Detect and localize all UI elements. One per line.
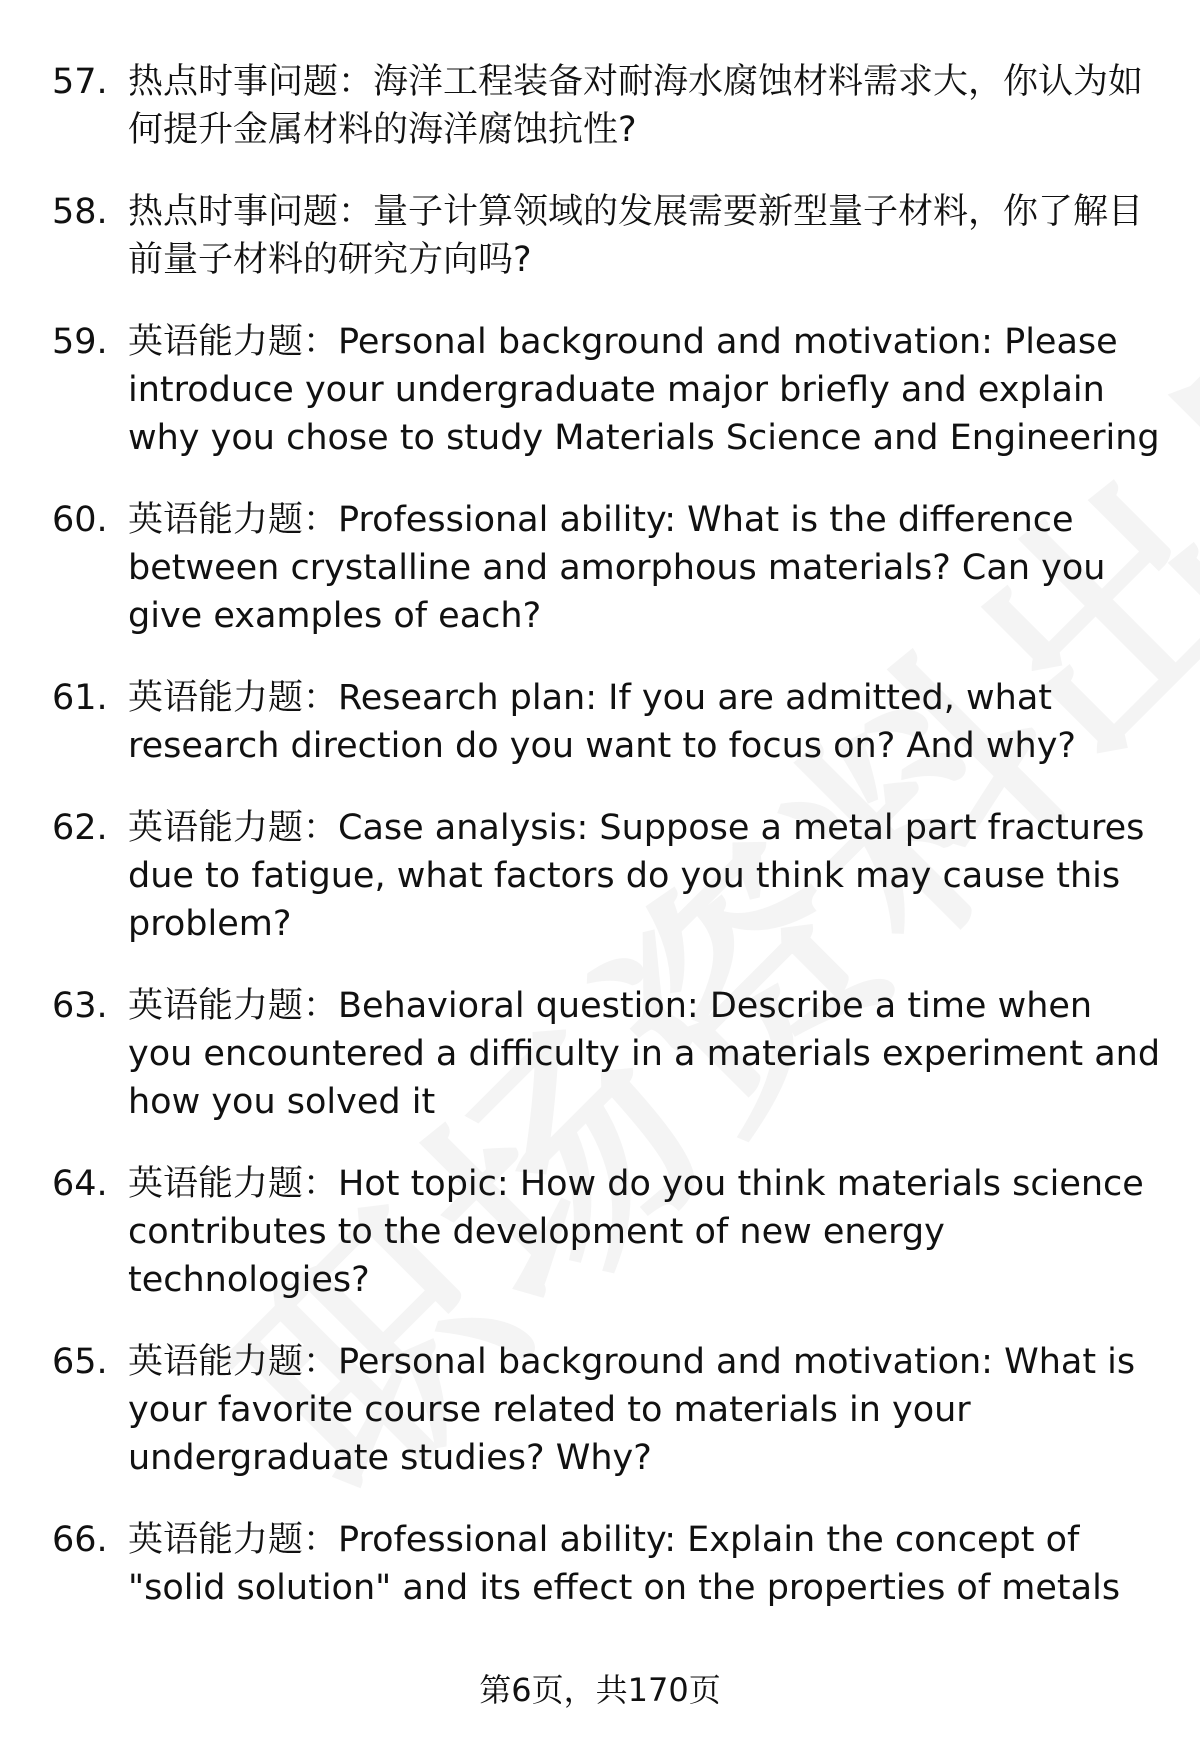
question-item — [52, 58, 1162, 154]
question-text: 英语能力题：Case analysis: Suppose a metal part fractures due to fatigue, what factors do you think may cause this problem? — [128, 808, 1145, 944]
question-item — [52, 804, 1162, 948]
question-item — [52, 674, 1162, 770]
question-item — [52, 1516, 1162, 1612]
question-number: 66. — [52, 1520, 108, 1560]
question-text: 英语能力题：Personal background and motivation: What is your favorite course related to materials in your undergraduate studies? Why? — [128, 1342, 1136, 1478]
page-footer: 第6页，共170页 — [479, 1671, 721, 1709]
question-number: 62. — [52, 808, 108, 848]
question-text: 英语能力题：Behavioral question: Describe a time when you encountered a difficulty in a materials experiment and how you solved it — [128, 986, 1161, 1122]
question-item — [52, 496, 1162, 640]
question-item — [52, 188, 1162, 284]
question-text: 英语能力题：Personal background and motivation: Please introduce your undergraduate major briefly and explain why you chose to study Materials Science and Engineering — [128, 322, 1160, 458]
question-list — [52, 58, 1162, 1646]
question-number: 58. — [52, 192, 108, 232]
question-text: 热点时事问题：量子计算领域的发展需要新型量子材料，你了解目前量子材料的研究方向吗? — [128, 192, 1144, 280]
question-number: 60. — [52, 500, 108, 540]
question-item — [52, 318, 1162, 462]
question-text: 英语能力题：Professional ability: Explain the concept of "solid solution" and its effect on the properties of metals — [128, 1520, 1121, 1608]
question-number: 65. — [52, 1342, 108, 1382]
question-text: 英语能力题：Research plan: If you are admitted, what research direction do you want to focus on? And why? — [128, 678, 1076, 766]
question-item — [52, 1338, 1162, 1482]
question-text: 热点时事问题：海洋工程装备对耐海水腐蚀材料需求大，你认为如何提升金属材料的海洋腐蚀抗性? — [128, 62, 1144, 150]
question-number: 61. — [52, 678, 108, 718]
question-item — [52, 1160, 1162, 1304]
question-number: 64. — [52, 1164, 108, 1204]
question-item — [52, 982, 1162, 1126]
question-text: 英语能力题：Professional ability: What is the difference between crystalline and amorphous materials? Can you give examples of each? — [128, 500, 1106, 636]
question-text: 英语能力题：Hot topic: How do you think materials science contributes to the development of new energy technologies? — [128, 1164, 1144, 1300]
question-number: 59. — [52, 322, 108, 362]
question-number: 63. — [52, 986, 108, 1026]
question-number: 57. — [52, 62, 108, 102]
